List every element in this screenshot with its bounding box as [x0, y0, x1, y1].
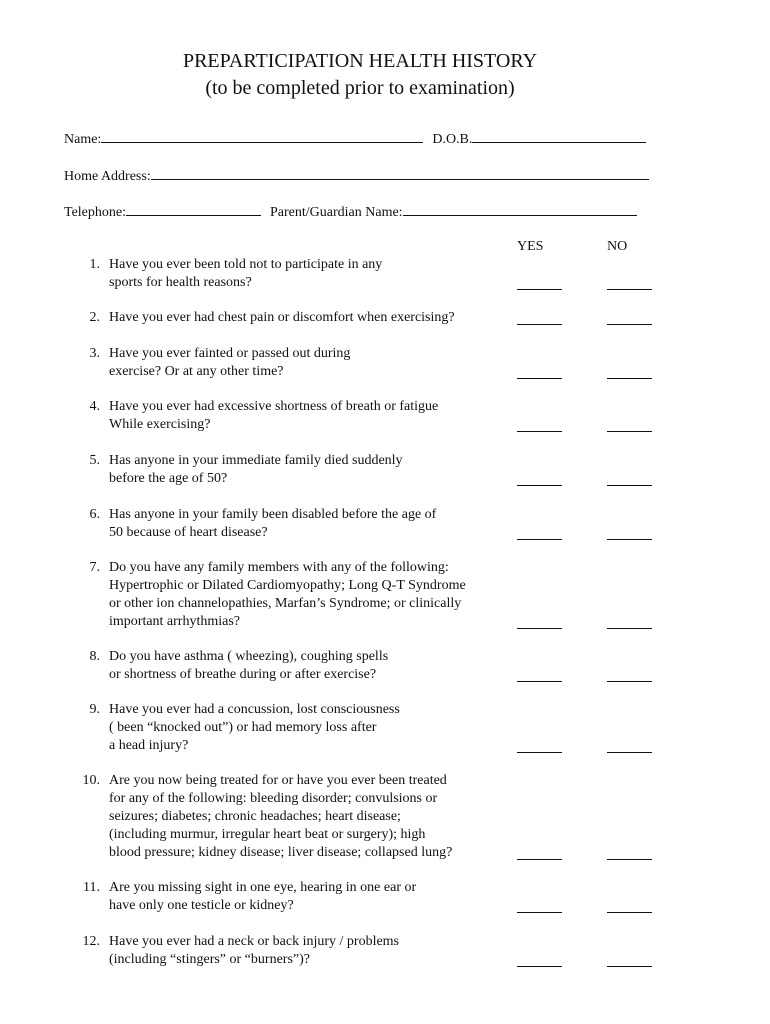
question-item — [64, 879, 764, 915]
guardian-field[interactable] — [403, 202, 637, 216]
yes-column-header: YES — [517, 239, 544, 254]
question-number: 2. — [89, 310, 100, 325]
telephone-guardian-row — [64, 202, 637, 222]
question-text-line: Has anyone in your family been disabled before the age of — [109, 507, 437, 522]
yes-answer-blank[interactable] — [517, 681, 562, 682]
question-item — [64, 345, 764, 381]
question-text — [109, 309, 509, 327]
question-text-line: important arrhythmias? — [109, 614, 241, 629]
name-field[interactable] — [101, 129, 423, 143]
question-text — [109, 398, 509, 434]
no-answer-blank[interactable] — [607, 966, 652, 967]
question-number: 10. — [82, 773, 100, 788]
question-text-line: sports for health reasons? — [109, 275, 252, 290]
no-answer-blank[interactable] — [607, 485, 652, 486]
question-text-line: before the age of 50? — [109, 471, 228, 486]
question-text-line: Hypertrophic or Dilated Cardiomyopathy; Long Q-T Syndrome — [109, 578, 466, 593]
dob-label: D.O.B. — [432, 132, 473, 147]
question-text-line: (including “stingers” or “burners”)? — [109, 952, 310, 967]
no-column-header: NO — [607, 239, 628, 254]
question-text — [109, 648, 509, 684]
form-title: PREPARTICIPATION HEALTH HISTORY — [182, 50, 538, 72]
question-item — [64, 398, 764, 434]
question-text-line: Do you have any family members with any of the following: — [109, 560, 449, 575]
question-text-line: ( been “knocked out”) or had memory loss after — [109, 720, 377, 735]
no-answer-blank[interactable] — [607, 628, 652, 629]
yes-answer-blank[interactable] — [517, 912, 562, 913]
question-text — [109, 452, 509, 488]
question-text-line: Have you ever had chest pain or discomfort when exercising? — [109, 310, 455, 325]
question-text-line: Have you ever had a concussion, lost consciousness — [109, 702, 400, 717]
yes-answer-blank[interactable] — [517, 485, 562, 486]
home-address-label: Home Address: — [64, 169, 151, 184]
question-text — [109, 256, 509, 292]
question-text-line: Have you ever been told not to participate in any — [109, 257, 383, 272]
question-item — [64, 648, 764, 684]
telephone-label: Telephone: — [64, 205, 126, 220]
guardian-label: Parent/Guardian Name: — [270, 205, 403, 220]
name-label: Name: — [64, 132, 102, 147]
question-item — [64, 772, 764, 862]
yes-answer-blank[interactable] — [517, 859, 562, 860]
question-text-line: While exercising? — [109, 417, 211, 432]
yes-answer-blank[interactable] — [517, 752, 562, 753]
question-text-line: 50 because of heart disease? — [109, 525, 268, 540]
question-number: 11. — [83, 880, 100, 895]
question-text — [109, 506, 509, 542]
question-item — [64, 701, 764, 755]
address-row — [64, 166, 649, 186]
question-text-line: Has anyone in your immediate family died suddenly — [109, 453, 403, 468]
question-text — [109, 772, 509, 862]
question-text-line: exercise? Or at any other time? — [109, 364, 284, 379]
question-text-line: Have you ever had excessive shortness of breath or fatigue — [109, 399, 439, 414]
question-item — [64, 309, 764, 327]
question-text-line: a head injury? — [109, 738, 189, 753]
question-text-line: Have you ever had a neck or back injury / problems — [109, 934, 400, 949]
question-text-line: Are you missing sight in one eye, hearing in one ear or — [109, 880, 417, 895]
yes-answer-blank[interactable] — [517, 378, 562, 379]
question-text-line: seizures; diabetes; chronic headaches; heart disease; — [109, 809, 401, 824]
question-number: 4. — [89, 399, 100, 414]
no-answer-blank[interactable] — [607, 431, 652, 432]
no-answer-blank[interactable] — [607, 539, 652, 540]
question-text-line: Do you have asthma ( wheezing), coughing spells — [109, 649, 389, 664]
question-text-line: for any of the following: bleeding disorder; convulsions or — [109, 791, 438, 806]
question-item — [64, 559, 764, 631]
form-subtitle: (to be completed prior to examination) — [205, 77, 515, 99]
yes-answer-blank[interactable] — [517, 324, 562, 325]
no-answer-blank[interactable] — [607, 859, 652, 860]
question-text — [109, 345, 509, 381]
question-number: 12. — [82, 934, 100, 949]
question-text-line: or other ion channelopathies, Marfan’s Syndrome; or clinically — [109, 596, 462, 611]
question-number: 3. — [89, 346, 100, 361]
question-number: 7. — [89, 560, 100, 575]
question-item — [64, 256, 764, 292]
yes-answer-blank[interactable] — [517, 966, 562, 967]
dob-field[interactable] — [472, 129, 646, 143]
telephone-field[interactable] — [126, 202, 261, 216]
question-number: 9. — [89, 702, 100, 717]
question-text — [109, 933, 509, 969]
question-item — [64, 933, 764, 969]
question-text-line: have only one testicle or kidney? — [109, 898, 294, 913]
question-text-line: or shortness of breathe during or after exercise? — [109, 667, 377, 682]
question-text-line: Are you now being treated for or have you ever been treated — [109, 773, 447, 788]
yes-answer-blank[interactable] — [517, 289, 562, 290]
question-item — [64, 452, 764, 488]
question-text — [109, 701, 509, 755]
question-text — [109, 559, 509, 631]
question-item — [64, 506, 764, 542]
no-answer-blank[interactable] — [607, 681, 652, 682]
no-answer-blank[interactable] — [607, 324, 652, 325]
question-text — [109, 879, 509, 915]
yes-answer-blank[interactable] — [517, 628, 562, 629]
question-number: 1. — [89, 257, 100, 272]
yes-answer-blank[interactable] — [517, 431, 562, 432]
question-text-line: blood pressure; kidney disease; liver disease; collapsed lung? — [109, 845, 453, 860]
yes-answer-blank[interactable] — [517, 539, 562, 540]
no-answer-blank[interactable] — [607, 752, 652, 753]
home-address-field[interactable] — [151, 166, 649, 180]
question-number: 5. — [89, 453, 100, 468]
question-text-line: (including murmur, irregular heart beat or surgery); high — [109, 827, 426, 842]
name-dob-row — [64, 129, 646, 149]
no-answer-blank[interactable] — [607, 378, 652, 379]
no-answer-blank[interactable] — [607, 289, 652, 290]
question-text-line: Have you ever fainted or passed out during — [109, 346, 351, 361]
question-number: 6. — [89, 507, 100, 522]
no-answer-blank[interactable] — [607, 912, 652, 913]
question-number: 8. — [89, 649, 100, 664]
